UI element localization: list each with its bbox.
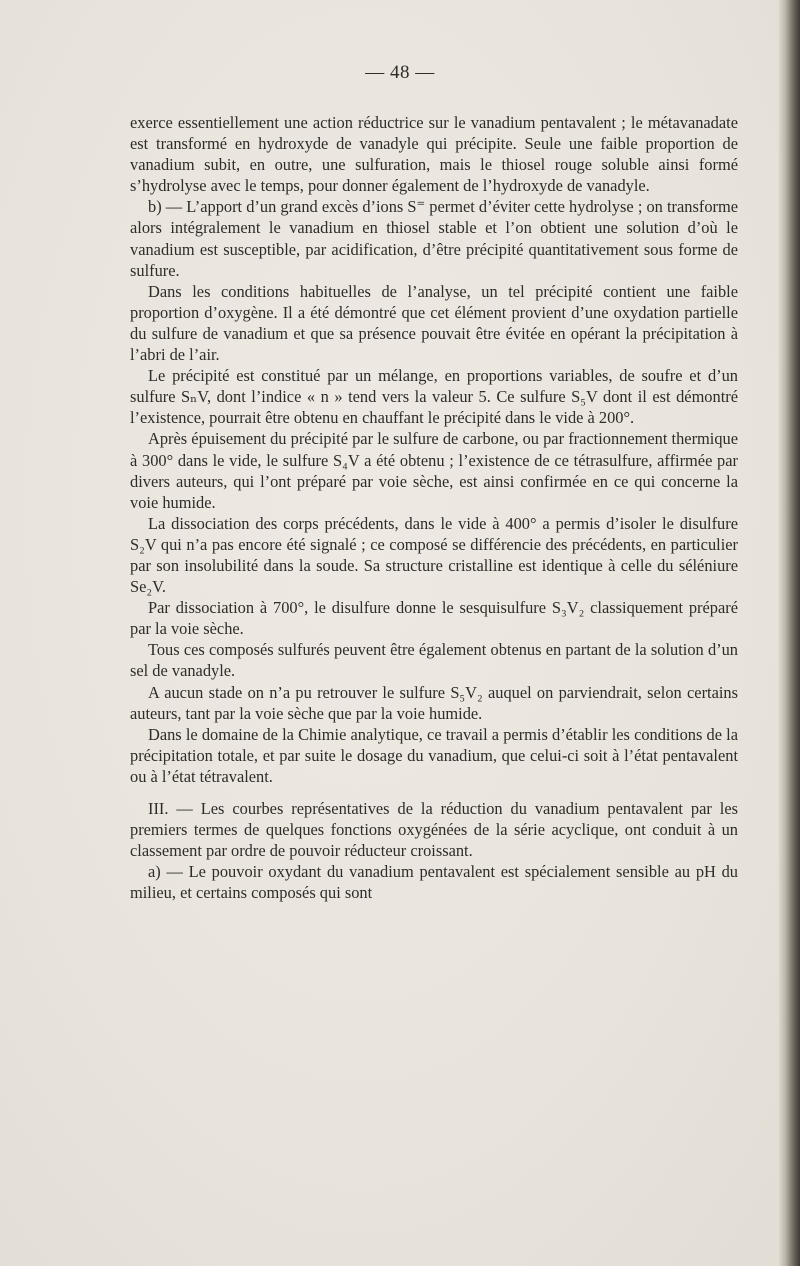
paragraph-6: La dissociation des corps précédents, dans le vide à 400° a permis d’isoler le disulfure S₂V qui n’a pas encore été signalé ; ce composé se différencie des précédents, en particulier par son insolubilité dans la soude. Sa structure cristalline est identique à celle du séléniure Se₂V. [130, 513, 738, 597]
paragraph-2: b) — L’apport d’un grand excès d’ions S⁼ permet d’éviter cette hydrolyse ; on transforme alors intégralement le vanadium en thiosel stable et l’on obtient une solution d’où le vanadium est susceptible, par acidification, d’être précipité quantitativement sous forme de sulfure. [130, 197, 738, 280]
page-number: — 48 — [365, 62, 435, 83]
paragraph-5: Après épuisement du précipité par le sulfure de carbone, ou par fractionnement thermique à 300° dans le vide, le sulfure S₄V a été obtenu ; l’existence de ce tétrasulfure, affirmée par divers auteurs, qui l’ont préparé par voie sèche, est ainsi confirmée en ce qui concerne la voie humide. [130, 429, 738, 512]
paragraph-10: Dans le domaine de la Chimie analytique, ce travail a permis d’établir les conditions de la précipitation totale, et par suite le dosage du vanadium, que celui-ci soit à l’état pentavalent ou à l’état tétravalent. [130, 724, 738, 786]
paragraph-7: Par dissociation à 700°, le disulfure donne le sesquisulfure S₃V₂ classiquement préparé par la voie sèche. [130, 598, 738, 639]
paragraph-section-iii: III. — Les courbes représentatives de la réduction du vanadium pentavalent par les premiers termes de quelques fonctions oxygénées de la série acyclique, ont conduit à un classement par ordre de pouvoir réducteur croissant. [130, 799, 738, 861]
body-text [130, 112, 738, 903]
paragraph-9: A aucun stade on n’a pu retrouver le sulfure S₅V₂ auquel on parviendrait, selon certains auteurs, tant par la voie sèche que par la voie humide. [130, 682, 738, 723]
paragraph-12: a) — Le pouvoir oxydant du vanadium pentavalent est spécialement sensible au pH du milieu, et certains composés qui sont [130, 862, 738, 903]
paragraph-8: Tous ces composés sulfurés peuvent être également obtenus en partant de la solution d’un sel de vanadyle. [130, 640, 738, 681]
paragraph-1: exerce essentiellement une action réductrice sur le vanadium pentavalent ; le métavanadate est transformé en hydroxyde de vanadyle qui précipite. Seule une faible proportion de vanadium subit, en outre, une sulfuration, mais le thiosel rouge soluble ainsi formé s’hydrolyse avec le temps, pour donner également de l’hydroxyde de vanadyle. [130, 113, 738, 196]
paragraph-4: Le précipité est constitué par un mélange, en proportions variables, de soufre et d’un sulfure SₙV, dont l’indice « n » tend vers la valeur 5. Ce sulfure S₅V dont il est démontré l’existence, pourrait être obtenu en chauffant le précipité dans le vide à 200°. [130, 366, 738, 428]
paragraph-3: Dans les conditions habituelles de l’analyse, un tel précipité contient une faible proportion d’oxygène. Il a été démontré que cet élément provient d’une oxydation partielle du sulfure de vanadium et que sa présence pouvait être évitée en opérant la précipitation à l’abri de l’air. [130, 281, 738, 365]
page-binding-edge [778, 0, 800, 1266]
